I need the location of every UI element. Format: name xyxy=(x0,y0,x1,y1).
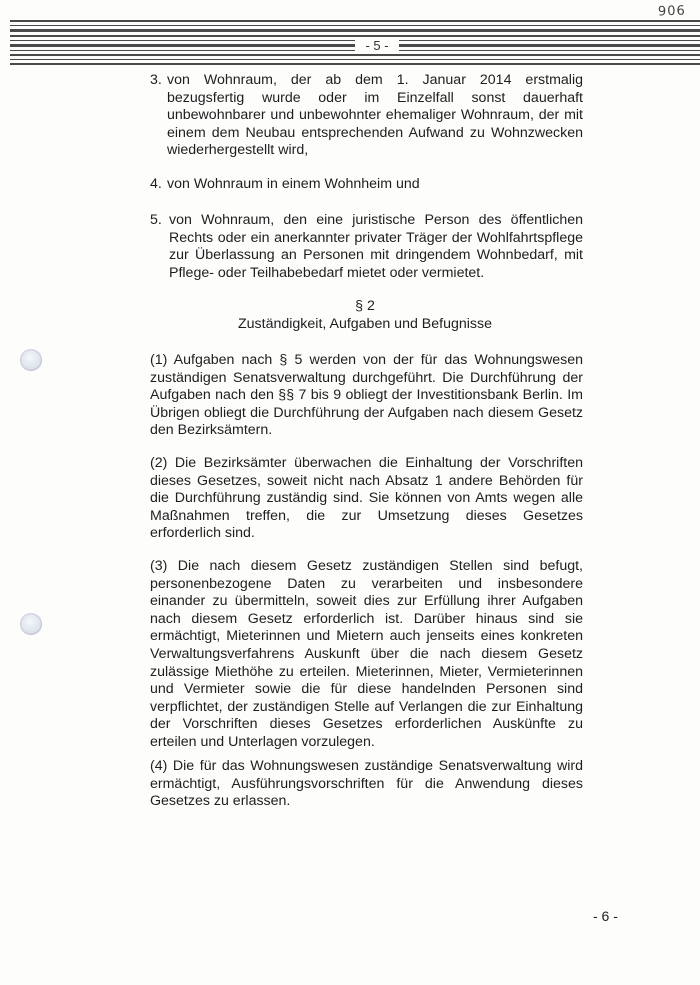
handwritten-page-stamp: 906 xyxy=(657,3,687,20)
list-item-text: von Wohnraum, der ab dem 1. Januar 2014 erstmalig bezugsfertig wurde oder im Einzelfall sonst dauerhaft unbewohnbarer und unbewohnter ehemaliger Wohnraum, der mit einem dem Neubau entsprechenden Aufwand zu Wohnzwecken wiederhergestellt wird, xyxy=(167,72,583,159)
paragraph-4: (4) Die für das Wohnungswesen zuständige Senatsverwaltung wird ermächtigt, Ausführungsvorschriften für die Anwendung dieses Gesetzes zu erlassen. xyxy=(150,758,583,810)
section-title: Zuständigkeit, Aufgaben und Befugnisse xyxy=(238,316,492,332)
list-item xyxy=(150,212,583,282)
header-page-number: - 5 - xyxy=(355,38,399,53)
list-item-text: von Wohnraum in einem Wohnheim und xyxy=(167,176,420,192)
header-line xyxy=(10,25,700,26)
list-item xyxy=(150,72,583,160)
header-line xyxy=(10,54,700,56)
list-item-number: 5. xyxy=(150,212,162,228)
list-item-text: von Wohnraum, den eine juristische Person des öffentlichen Rechts oder ein anerkannter privater Träger der Wohlfahrtspflege zur Überlassung an Personen mit dringendem Wohnbedarf, mit Pflege- oder Teilhabebedarf mietet oder vermietet. xyxy=(169,212,583,281)
fax-header-bands xyxy=(10,20,700,68)
list-item-number: 3. xyxy=(150,72,162,88)
paragraph-1: (1) Aufgaben nach § 5 werden von der für das Wohnungswesen zuständigen Senatsverwaltung durchgeführt. Die Durchführung der Aufgaben nach den §§ 7 bis 9 obliegt der Investitionsbank Berlin. Im Übrigen obliegt die Durchführung der Aufgaben nach diesem Gesetz den Bezirksämtern. xyxy=(150,352,583,439)
list-item-number: 4. xyxy=(150,176,162,192)
punch-hole xyxy=(20,349,42,371)
header-line xyxy=(10,20,700,22)
header-line xyxy=(10,35,700,37)
header-line xyxy=(10,59,700,60)
header-line xyxy=(10,63,700,65)
header-line xyxy=(10,29,700,32)
paragraph-2: (2) Die Bezirksämter überwachen die Einhaltung der Vorschriften dieses Gesetzes, soweit nicht nach Absatz 1 andere Behörden für die Durchführung zuständig sind. Sie können von Amts wegen alle Maßnahmen treffen, die zur Umsetzung dieses Gesetzes erforderlich sind. xyxy=(150,455,583,542)
next-page-number: - 6 - xyxy=(593,908,618,924)
punch-hole xyxy=(20,613,42,635)
paragraph-3: (3) Die nach diesem Gesetz zuständigen Stellen sind befugt, personenbezogene Daten zu verarbeiten und insbesondere einander zu übermitteln, soweit dies zur Erfüllung ihrer Aufgaben nach diesem Gesetz erforderlich ist. Darüber hinaus sind sie ermächtigt, Mieterinnen und Mietern auch jenseits eines konkreten Verwaltungsverfahrens Auskunft über die nach diesem Gesetz zulässige Miethöhe zu erteilen. Mieterinnen, Mieter, Vermieterinnen und Vermieter sowie die für diese handelnden Personen sind verpflichtet, der zuständigen Stelle auf Verlangen die zur Einhaltung der Vorschriften dieses Gesetzes erforderlichen Auskünfte zu erteilen und Unterlagen vorzulegen. xyxy=(150,558,583,750)
list-item xyxy=(150,176,583,194)
section-number: § 2 xyxy=(355,298,375,314)
